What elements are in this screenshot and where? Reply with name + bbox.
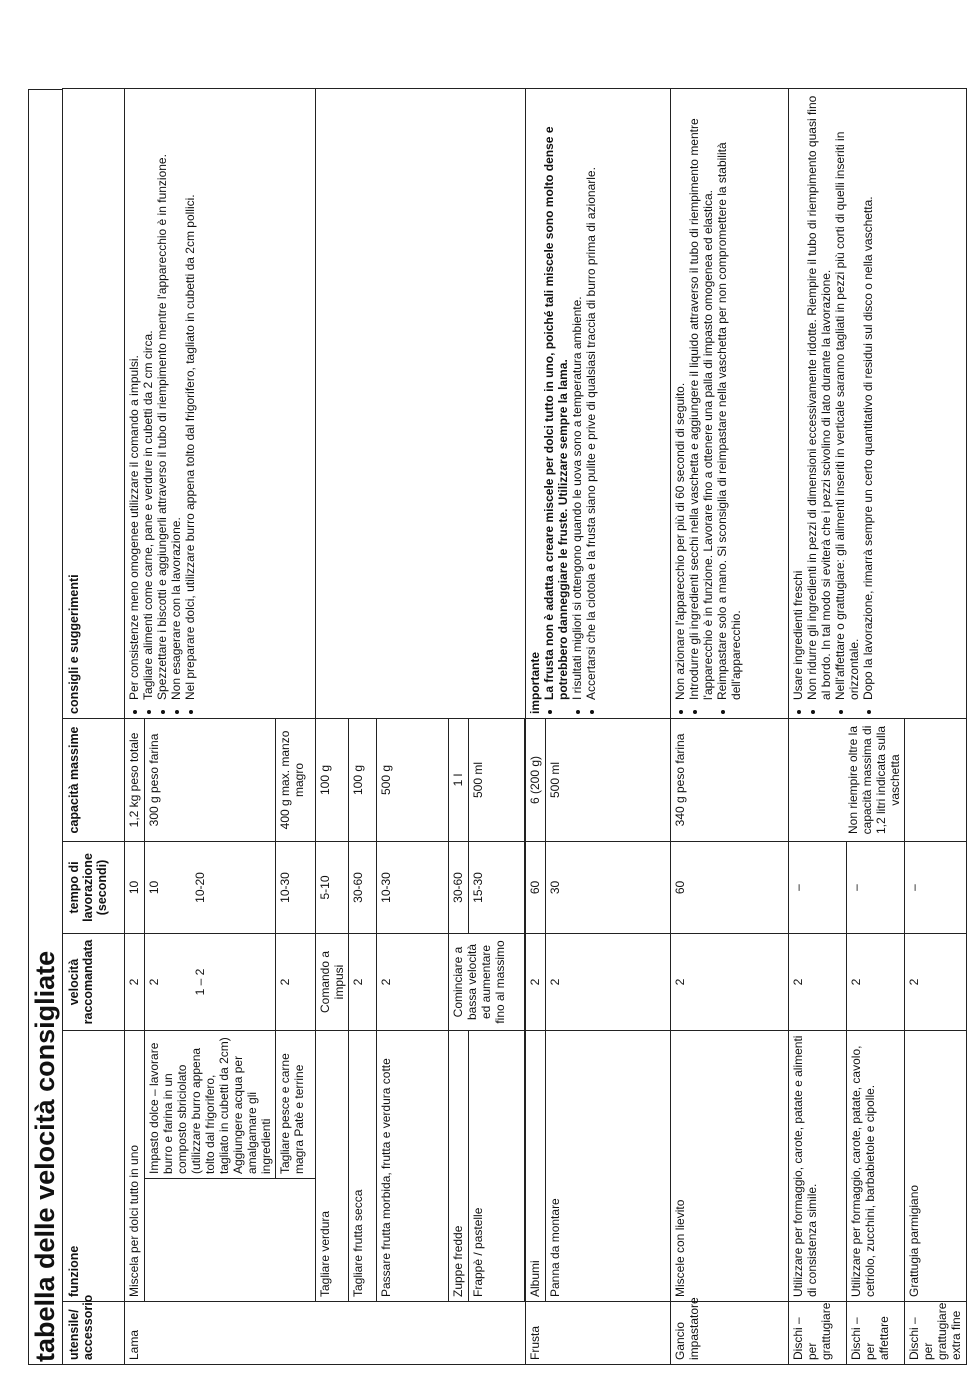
tips-empty — [316, 88, 526, 718]
list-item: • Spezzettare i biscotti e aggiungerli attraverso il tubo di riempimento mentre l'apparecchio è in funzione. — [155, 93, 169, 700]
time-cell: 30-60 — [349, 841, 377, 933]
speed-cell: 2 — [671, 933, 789, 1030]
function-cell: Passare frutta morbida, frutta e verdura cotte — [377, 1030, 449, 1301]
time-cell: – — [847, 841, 905, 933]
speed-table — [62, 88, 967, 1365]
function-cell: Albumi — [526, 1030, 546, 1301]
tips-frusta — [526, 88, 671, 718]
time-cell: 30-60 — [449, 841, 469, 933]
capacity-cell: 1 l — [449, 718, 469, 841]
function-cell: Frappè / pastelle — [469, 1030, 525, 1301]
speed-text: 1 – 2 — [193, 968, 207, 996]
header-time: tempo di lavorazione (secondi) — [63, 841, 125, 933]
function-cell — [145, 1030, 276, 1178]
capacity-cell: 300 g peso farina — [145, 718, 276, 841]
speed-cell: 2 — [847, 933, 905, 1030]
capacity-cell: 340 g peso farina — [671, 718, 789, 841]
function-cell: Utilizzare per formaggio, carote, patate e alimenti di consistenza simile. — [789, 1030, 847, 1301]
list-item: • I risultati migliori si ottengono quando le uova sono a temperatura ambiente. — [570, 93, 584, 700]
function-cell: Miscele con lievito — [671, 1030, 789, 1301]
time-text: 10-20 — [193, 872, 207, 903]
time-cell: – — [789, 841, 847, 933]
header-tool: utensile/ accessorio — [63, 1302, 125, 1365]
table-row — [789, 88, 847, 1364]
tips-lama — [125, 88, 316, 718]
list-item: • Nell'affettare o grattugiare: gli alimenti inseriti in verticale saranno tagliati in pezzi più corti di quelli inseriti in orizzontale. — [833, 93, 861, 700]
capacity-cell: 400 g max. manzo magro — [276, 718, 316, 841]
list-item: • Non esagerare con la lavorazione. — [169, 93, 183, 700]
tool-gancio: Gancio impastatore — [671, 1302, 789, 1365]
function-cell: Zuppe fredde — [449, 1030, 469, 1301]
capacity-cell: 6 (200 g) — [526, 718, 546, 841]
time-cell: 10-30 — [276, 841, 316, 933]
important-label: importante — [528, 651, 542, 714]
time-text: 10 — [147, 880, 161, 895]
speed-text: 2 — [147, 978, 161, 986]
time-cell: 10-30 — [377, 841, 449, 933]
function-cell: Tagliare verdura — [316, 1030, 349, 1301]
list-item: • Nel preparare dolci, utilizzare burro appena tolto dal frigorifero, tagliato in cubetti da 2cm pollici. — [183, 93, 197, 700]
speed-cell: 2 — [546, 933, 671, 1030]
capacity-cell: 500 ml — [469, 718, 525, 841]
tips-dischi — [789, 88, 967, 718]
header-tips: consigli e suggerimenti — [63, 88, 125, 718]
table-row — [671, 88, 789, 1364]
speed-cell: 2 — [125, 933, 145, 1030]
tool-lama: Lama — [125, 1302, 526, 1365]
time-cell: 15-30 — [469, 841, 525, 933]
time-cell: 60 — [671, 841, 789, 933]
capacity-cell-empty — [905, 718, 967, 841]
time-cell: 10 — [125, 841, 145, 933]
list-item: • Usare ingredienti freschi — [791, 93, 805, 700]
header-row — [63, 88, 125, 1364]
speed-cell: 2 — [377, 933, 449, 1030]
time-cell: 5-10 — [316, 841, 349, 933]
tips-gancio — [671, 88, 789, 718]
function-cell: Tagliare pesce e carne magra Patè e terrine — [276, 1030, 316, 1178]
header-capacity: capacità massime — [63, 718, 125, 841]
capacity-cell: 1,2 kg peso totale — [125, 718, 145, 841]
function-cell: Grattugia parmigiano — [905, 1030, 967, 1301]
table-row — [125, 88, 145, 1364]
tool-frusta: Frusta — [526, 1302, 671, 1365]
tool-dischi-affettare: Dischi – per affettare — [847, 1302, 905, 1365]
list-item: • Tagliare alimenti come carne, pane e verdure in cubetti da 2 cm circa. — [141, 93, 155, 700]
capacity-cell: 100 g — [316, 718, 349, 841]
time-cell: – — [905, 841, 967, 933]
speed-cell: Cominciare a bassa velocità ed aumentare fino al massimo — [449, 933, 525, 1030]
speed-cell: 2 — [276, 933, 316, 1030]
page-title: tabella delle velocità consigliate — [28, 89, 62, 1365]
capacity-cell: 100 g — [349, 718, 377, 841]
speed-cell: Comando a impusi — [316, 933, 349, 1030]
table-row — [316, 88, 349, 1364]
list-item: • Reimpastare solo a mano. Si sconsiglia di reimpastare nella vaschetta per non compromettere la stabilità dell'apparecchio. — [715, 93, 743, 700]
tool-dischi-grattugiare: Dischi – per grattugiare — [789, 1302, 847, 1365]
capacity-cell: Non riempire oltre la capacità massima di 1,2 litri indicata sulla vaschetta — [789, 718, 905, 841]
list-item: • Per consistenze meno omogenee utilizzare il comando a impulsi. — [127, 93, 141, 700]
speed-cell: 2 — [526, 933, 546, 1030]
speed-cell: 2 — [905, 933, 967, 1030]
table-row — [526, 88, 546, 1364]
function-cell: Utilizzare per formaggio, carote, patate, cavolo, cetriolo, zucchini, barbabietole e cipolle. — [847, 1030, 905, 1301]
speed-cell: 2 — [349, 933, 377, 1030]
function-text: Aggiungere acqua per amalgamare gli ingredienti — [231, 1055, 273, 1174]
function-text: Impasto dolce – lavorare burro e farina in un composto sbriciolato (utilizzare burro appena tolto dal frigorifero, tagliato in cubetti da 2cm) — [147, 1037, 231, 1174]
list-item: • La frusta non è adatta a creare miscele per dolci tutto in uno, poiché tali miscele sono molto dense e potrebbero danneggiare le fruste. Utilizzare sempre la lama. — [542, 93, 570, 700]
time-cell: 60 — [526, 841, 546, 933]
time-cell: 30 — [546, 841, 671, 933]
header-speed: velocità raccomandata — [63, 933, 125, 1030]
function-cell: Panna da montare — [546, 1030, 671, 1301]
tool-dischi-extra-fine: Dischi – per grattugiare extra fine — [905, 1302, 967, 1365]
list-item: • Dopo la lavorazione, rimarrà sempre un certo quantitativo di residui sul disco o nella vaschetta. — [861, 93, 875, 700]
function-cell: Tagliare frutta secca — [349, 1030, 377, 1301]
speed-cell: 2 — [789, 933, 847, 1030]
list-item: • Accertarsi che la ciotola e la frusta siano pulite e prive di qualsiasi traccia di burro prima di azionarle. — [584, 93, 598, 700]
capacity-cell: 500 g — [377, 718, 449, 841]
list-item: • Introdurre gli ingredienti secchi nella vaschetta e aggiungere il liquido attraverso il tubo di riempimento mentre l'apparecchio è in funzione. Lavorare fino a ottenere una palla di impasto omogenea ed elastica. — [687, 93, 715, 700]
speed-cell — [145, 933, 276, 1030]
time-cell — [145, 841, 276, 933]
rotated-page — [28, 89, 963, 1365]
function-cell: Miscela per dolci tutto in uno — [125, 1030, 145, 1301]
list-item: • Non ridurre gli ingredienti in pezzi di dimensioni eccessivamente ridotte. Riempire il tubo di riempimento quasi fino al bordo. In tal modo si eviterà che i pezzi scivolino di lato durante la lavorazione. — [805, 93, 833, 700]
list-item: • Non azionare l'apparecchio per più di 60 secondi di seguito. — [673, 93, 687, 700]
capacity-cell: 500 ml — [546, 718, 671, 841]
header-function: funzione — [63, 1030, 125, 1301]
